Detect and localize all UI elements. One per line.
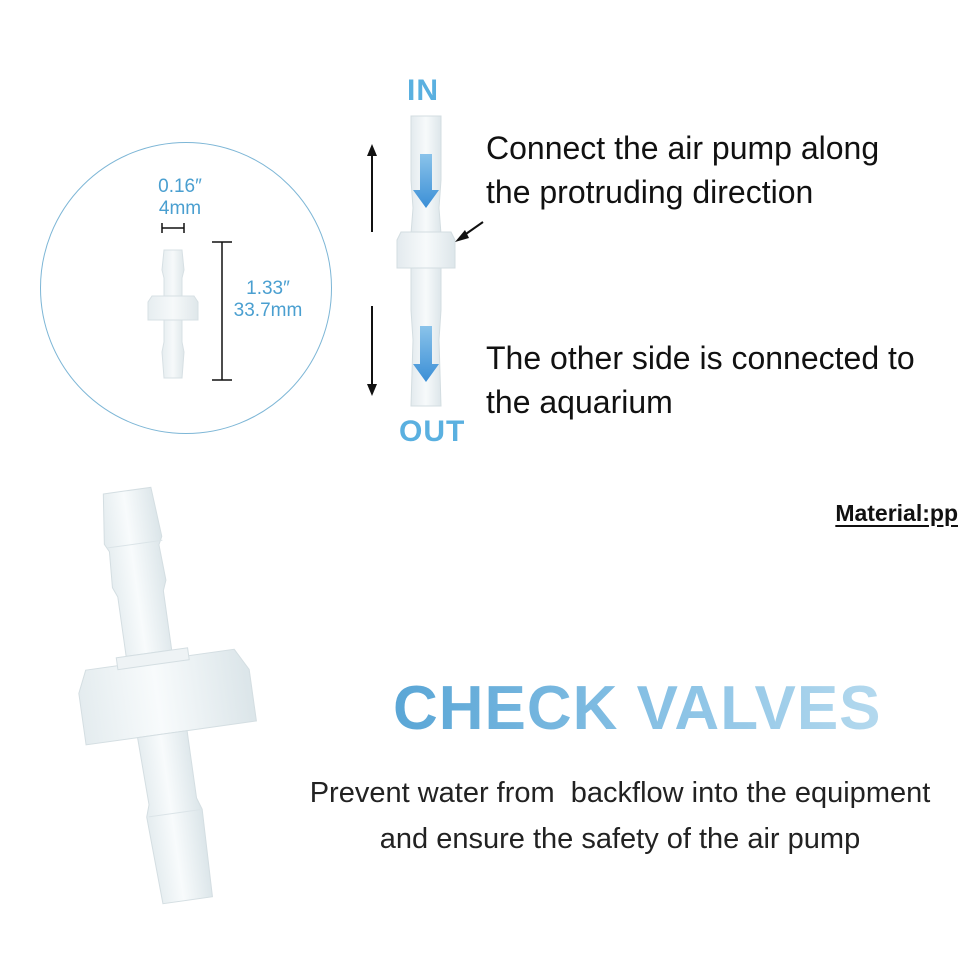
callout-bottom	[486, 336, 915, 424]
length-inches: 1.33″	[246, 278, 290, 299]
callout-bottom-line2: the aquarium	[486, 384, 673, 420]
in-label: IN	[407, 74, 439, 107]
product-description	[290, 770, 950, 862]
diameter-dimension-label	[140, 176, 220, 220]
callout-top-line1: Connect the air pump along	[486, 130, 880, 166]
length-mm: 33.7mm	[233, 300, 303, 321]
description-line2: and ensure the safety of the air pump	[379, 823, 861, 855]
small-valve-illustration	[140, 220, 240, 390]
material-label: Material:pp	[835, 500, 958, 526]
diameter-inches: 0.16″	[158, 176, 202, 197]
callout-top-line2: the protruding direction	[486, 174, 814, 210]
diameter-mm: 4mm	[158, 198, 202, 219]
callout-bottom-line1: The other side is connected to	[486, 340, 915, 376]
description-line1: Prevent water from backflow into the equipment	[309, 777, 931, 809]
callout-top	[486, 126, 879, 214]
flow-valve-illustration	[355, 110, 485, 420]
large-valve-product-image	[70, 480, 280, 910]
headline-check-valves: CHECK VALVES	[393, 674, 882, 743]
out-label: OUT	[399, 415, 466, 448]
